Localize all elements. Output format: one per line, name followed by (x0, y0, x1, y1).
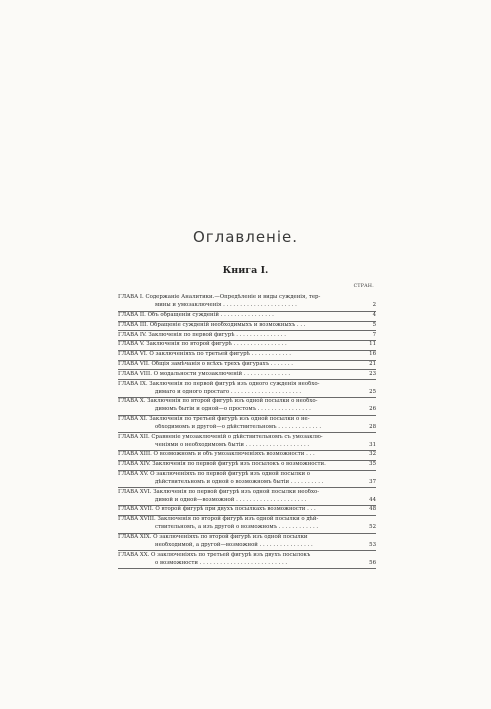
toc-entry-line: ГЛАВА XVI. Заключенія по первой фигурѣ изъ одной посылки необхо- (118, 488, 320, 495)
toc-entry-line: о возможности . . . . . . . . . . . . . . . . . . . . . . . . . . (155, 559, 288, 566)
toc-entry-line: ГЛАВА VII. Общія замѣчанія о всѣхъ трехъ фигурахъ . . . . . . . (118, 361, 293, 368)
toc-entry-title (118, 361, 356, 369)
toc-entry (118, 341, 376, 351)
toc-entry-line: димой и одной—возможной . . . . . . . . . . . . . . . . . . . . . (155, 496, 307, 503)
toc-entry-page: 21 (369, 361, 376, 368)
toc-entry (118, 451, 376, 461)
toc-entry-line: ГЛАВА VI. О заключеніяхъ по третьей фигурѣ . . . . . . . . . . . . (118, 351, 292, 358)
toc-entry-page: 37 (369, 478, 376, 485)
toc-entry-page: 35 (369, 461, 376, 468)
toc-entry-title (118, 506, 356, 514)
toc-entry-line: мины и умозаключенія . . . . . . . . . . . . . . . . . . . . . . (155, 302, 297, 309)
page-column-label: СТРАН. (353, 284, 374, 289)
toc-entry (118, 516, 376, 534)
toc-entry-line: необходимой, а другой—возможной . . . . . . . . . . . . . . . . (155, 541, 313, 548)
toc-entry (118, 416, 376, 434)
toc-entry-page: 53 (369, 541, 376, 548)
toc-entry-line: ГЛАВА XVII. О второй фигурѣ при двухъ посылкахъ возможности . . . (118, 506, 316, 513)
toc-entry (118, 461, 376, 471)
toc-entry-title (118, 534, 356, 550)
toc-entry-title (118, 322, 356, 330)
toc-entry (118, 361, 376, 371)
toc-entry-page: 23 (369, 370, 376, 377)
toc-entry-page: 25 (369, 388, 376, 395)
toc-entry-title (118, 341, 356, 349)
toc-entry (118, 331, 376, 341)
toc-entry-page: 5 (372, 321, 376, 328)
toc-entry (118, 294, 376, 312)
toc-entry-page: 56 (369, 559, 376, 566)
toc-entry-line: обходимомъ и другой—о дѣйствительномъ . . . . . . . . . . . . . (155, 423, 322, 430)
toc-entry-line: ГЛАВА II. Объ обращеніи сужденій . . . . . . . . . . . . . . . . (118, 312, 274, 319)
toc-entry (118, 471, 376, 489)
toc-entry (118, 488, 376, 506)
table-of-contents (118, 294, 376, 569)
toc-entry-title (118, 434, 356, 450)
toc-entry-line: ченіями о необходимомъ бытіи . . . . . . . . . . . . . . . . . . . (155, 441, 310, 448)
toc-entry-line: ГЛАВА XIV. Заключенія по первой фигурѣ изъ посылокъ о возможности. (118, 461, 326, 468)
toc-entry-line: димомъ бытіи и одной—о простомъ . . . . . . . . . . . . . . . . (155, 406, 311, 413)
toc-entry-title (118, 461, 356, 469)
toc-entry (118, 380, 376, 398)
book-title: Книга I. (222, 265, 269, 276)
toc-entry-title (118, 371, 356, 379)
toc-entry-title (118, 471, 356, 487)
toc-entry-page: 26 (369, 406, 376, 413)
toc-entry-line: ГЛАВА XVIII. Заключенія по второй фигурѣ изъ одной посылки о дѣй- (118, 516, 319, 523)
toc-entry-line: димаго и одного простаго . . . . . . . . . . . . . . . . . . . . . (155, 388, 302, 395)
toc-entry-page: 11 (369, 341, 376, 348)
toc-entry-page: 31 (369, 441, 376, 448)
toc-entry-page: 7 (372, 331, 376, 338)
page-heading: Оглавленіе. (192, 228, 299, 246)
toc-entry-page: 28 (369, 423, 376, 430)
toc-entry-line: ГЛАВА XIX. О заключеніяхъ по второй фигурѣ изъ одной посылки (118, 533, 308, 540)
toc-entry-title (118, 294, 356, 310)
toc-entry-line: ГЛАВА XI. Заключенія по третьей фигурѣ изъ одной посылки о не- (118, 416, 310, 423)
toc-entry-line: ГЛАВА IV. Заключенія по первой фигурѣ . . . . . . . . . . . . . . . (118, 331, 286, 338)
toc-entry-title (118, 516, 356, 532)
toc-entry-title (118, 332, 356, 340)
toc-entry-page: 44 (369, 496, 376, 503)
toc-entry-title (118, 312, 356, 320)
toc-entry-line: ГЛАВА III. Обращеніе сужденій необходимыхъ и возможныхъ . . . (118, 321, 306, 328)
toc-entry (118, 534, 376, 552)
toc-entry-title (118, 489, 356, 505)
toc-entry-line: дѣйствительномъ и одной о возможномъ бытіи . . . . . . . . . . (155, 478, 324, 485)
toc-entry (118, 398, 376, 416)
toc-entry-title (118, 381, 356, 397)
toc-entry-title (118, 416, 356, 432)
toc-entry-title (118, 351, 356, 359)
toc-entry-line: ГЛАВА XV. О заключеніяхъ по первой фигурѣ изъ одной посылки о (118, 471, 311, 478)
toc-entry (118, 322, 376, 332)
toc-entry-page: 48 (369, 506, 376, 513)
toc-entry (118, 370, 376, 380)
toc-entry-title (118, 398, 356, 414)
toc-entry-line: ГЛАВА VIII. О модальности умозаключеній . . . . . . . . . . . . . . (118, 370, 291, 377)
toc-entry (118, 506, 376, 516)
toc-entry (118, 551, 376, 569)
toc-entry-title (118, 552, 356, 568)
toc-entry-page: 2 (372, 302, 376, 309)
toc-entry-line: ГЛАВА XII. Сравненіе умозаключеній о дѣйствительномъ съ умозаклю- (118, 433, 323, 440)
toc-entry (118, 312, 376, 322)
toc-entry (118, 351, 376, 361)
toc-entry-title (118, 451, 356, 459)
toc-entry-page: 52 (369, 524, 376, 531)
toc-entry-line: ГЛАВА XIII. О возможномъ и объ умозаключеніяхъ возможности . . . (118, 451, 315, 458)
toc-entry (118, 433, 376, 451)
toc-entry-line: ствительномъ, а изъ другой о возможномъ . . . . . . . . . . . . (155, 524, 319, 531)
toc-entry-page: 32 (369, 451, 376, 458)
toc-entry-page: 16 (369, 351, 376, 358)
toc-entry-line: ГЛАВА IX. Заключенія по первой фигурѣ изъ одного сужденія необхо- (118, 380, 320, 387)
toc-entry-line: ГЛАВА X. Заключенія по второй фигурѣ изъ одной посылки о необхо- (118, 398, 318, 405)
toc-entry-line: ГЛАВА V. Заключенія по второй фигурѣ . . . . . . . . . . . . . . . . (118, 341, 287, 348)
toc-entry-line: ГЛАВА I. Содержаніе Аналитики.—Опредѣленіе и виды сужденія, тер- (118, 294, 321, 301)
toc-entry-page: 4 (372, 312, 376, 319)
toc-entry-line: ГЛАВА XX. О заключеніяхъ по третьей фигурѣ изъ двухъ посылокъ (118, 551, 311, 558)
